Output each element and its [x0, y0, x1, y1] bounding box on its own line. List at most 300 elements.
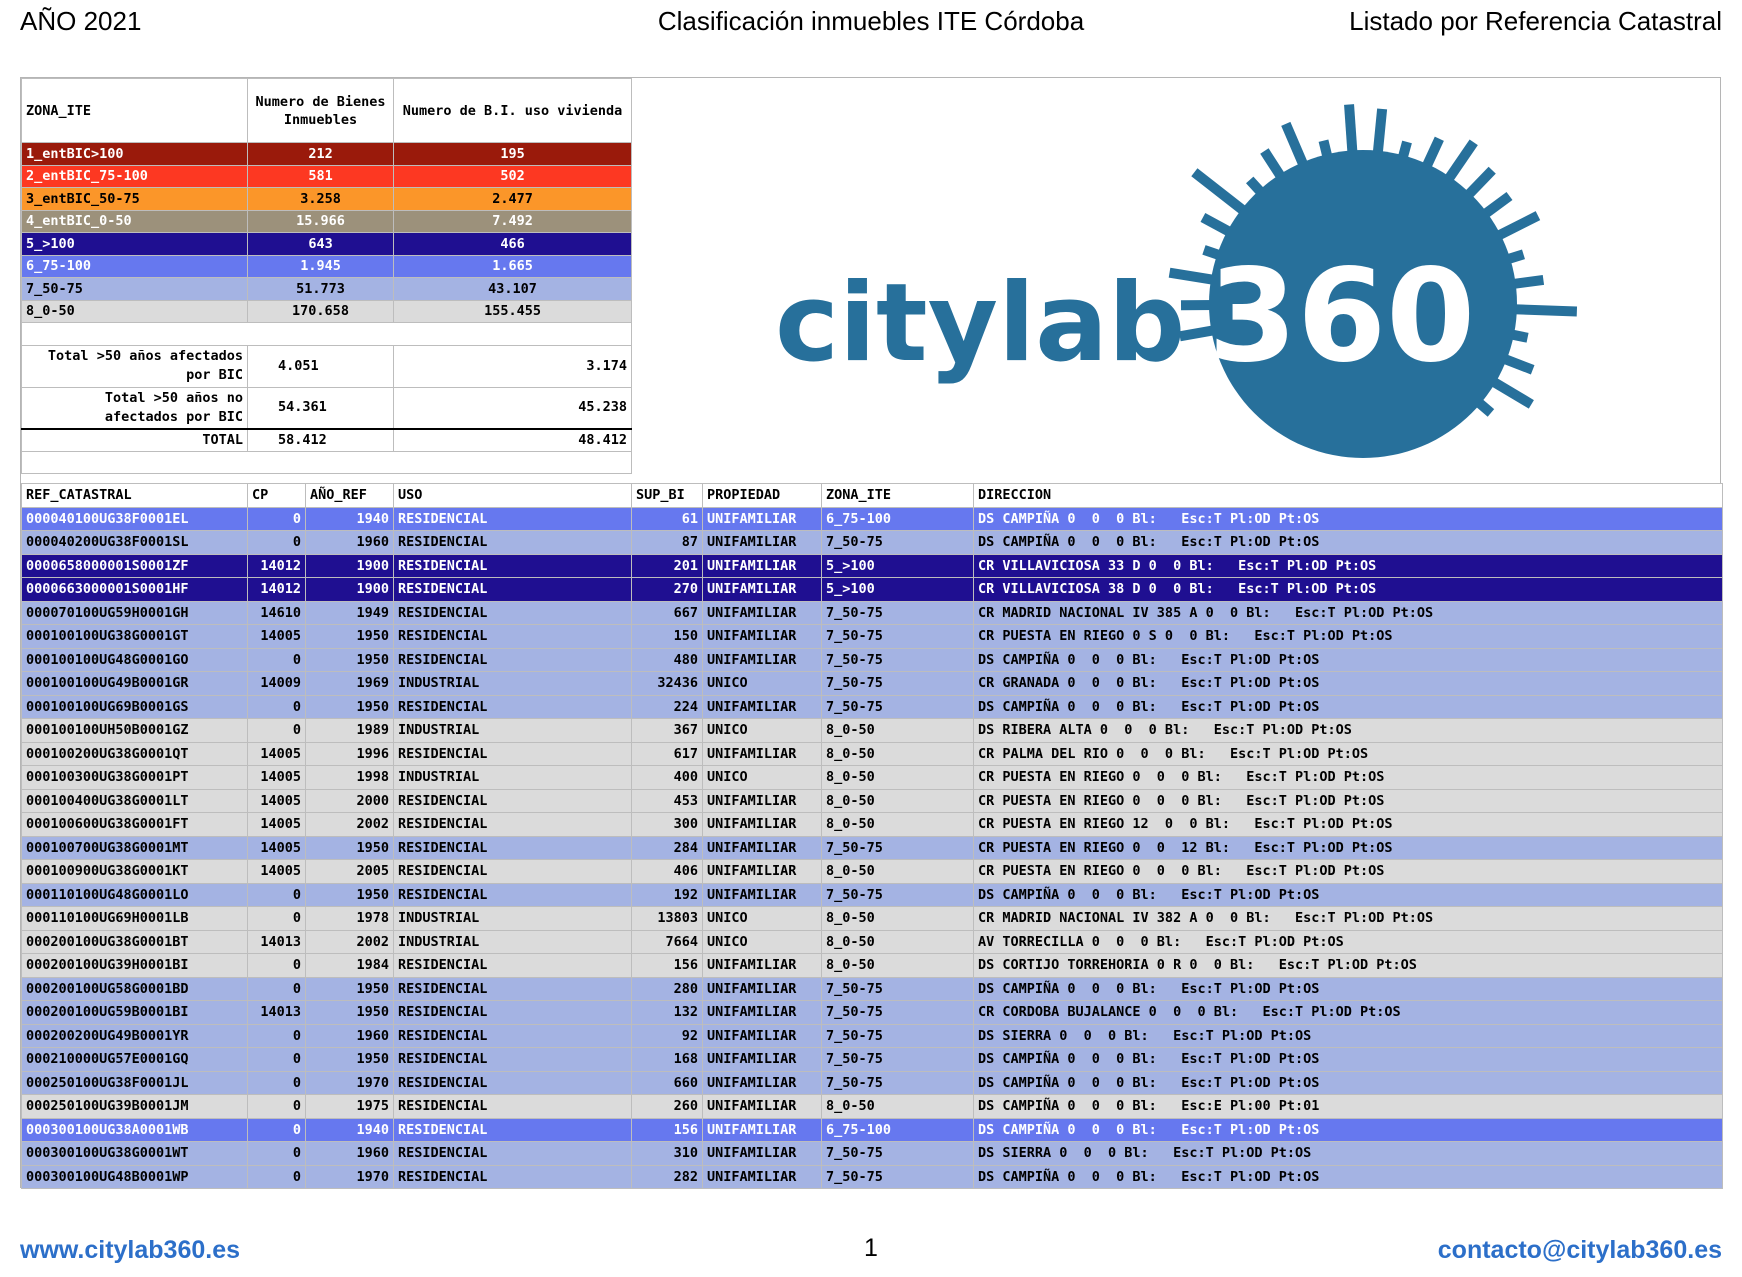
- cell-cp: 14610: [248, 601, 306, 625]
- cell-uso: RESIDENCIAL: [394, 883, 632, 907]
- cell-ref-catastral: 000100100UG48G0001GO: [22, 648, 248, 672]
- cell-zona-ite: 8_0-50: [822, 813, 974, 837]
- cell-uso: RESIDENCIAL: [394, 601, 632, 625]
- cell-propiedad: UNIFAMILIAR: [703, 1024, 822, 1048]
- cell-sup-bi: 660: [632, 1071, 703, 1095]
- cell-ref-catastral: 000300100UG48B0001WP: [22, 1165, 248, 1189]
- cell-direccion: DS CORTIJO TORREHORIA 0 R 0 0 Bl: Esc:T Pl:OD Pt:OS: [974, 954, 1723, 978]
- table-row[interactable]: [22, 766, 1723, 790]
- cell-ref-catastral: 000200100UG58G0001BD: [22, 977, 248, 1001]
- summary-vivienda: 2.477: [394, 188, 632, 211]
- cell-propiedad: UNIFAMILIAR: [703, 813, 822, 837]
- cell-sup-bi: 201: [632, 554, 703, 578]
- cell-zona-ite: 7_50-75: [822, 1142, 974, 1166]
- cell-ano-ref: 1950: [306, 883, 394, 907]
- cell-cp: 0: [248, 977, 306, 1001]
- cell-propiedad: UNICO: [703, 766, 822, 790]
- table-row[interactable]: [22, 977, 1723, 1001]
- cell-direccion: CR PUESTA EN RIEGO 0 0 0 Bl: Esc:T Pl:OD Pt:OS: [974, 789, 1723, 813]
- cell-ano-ref: 2000: [306, 789, 394, 813]
- cell-cp: 0: [248, 1071, 306, 1095]
- table-row[interactable]: [22, 1001, 1723, 1025]
- cell-propiedad: UNICO: [703, 672, 822, 696]
- cell-propiedad: UNIFAMILIAR: [703, 695, 822, 719]
- cell-ano-ref: 2002: [306, 813, 394, 837]
- cell-zona-ite: 7_50-75: [822, 648, 974, 672]
- summary-bienes: 170.658: [248, 300, 394, 323]
- cell-ref-catastral: 000200100UG38G0001BT: [22, 930, 248, 954]
- cell-cp: 14005: [248, 836, 306, 860]
- cell-zona-ite: 7_50-75: [822, 977, 974, 1001]
- cell-cp: 0: [248, 1142, 306, 1166]
- total-bienes: 54.361: [248, 387, 394, 429]
- cell-uso: RESIDENCIAL: [394, 813, 632, 837]
- cell-sup-bi: 156: [632, 1118, 703, 1142]
- cell-uso: RESIDENCIAL: [394, 1118, 632, 1142]
- spacer-cell: [22, 451, 632, 474]
- cell-cp: 14013: [248, 1001, 306, 1025]
- cell-direccion: DS SIERRA 0 0 0 Bl: Esc:T Pl:OD Pt:OS: [974, 1142, 1723, 1166]
- cell-direccion: DS CAMPIÑA 0 0 0 Bl: Esc:T Pl:OD Pt:OS: [974, 531, 1723, 555]
- col-header-zona-ite[interactable]: ZONA_ITE: [822, 484, 974, 508]
- cell-uso: RESIDENCIAL: [394, 1024, 632, 1048]
- summary-total-row: [22, 387, 632, 429]
- cell-cp: 0: [248, 1165, 306, 1189]
- summary-zona: 6_75-100: [22, 255, 248, 278]
- cell-ano-ref: 1960: [306, 1024, 394, 1048]
- cell-zona-ite: 7_50-75: [822, 672, 974, 696]
- cell-ano-ref: 1969: [306, 672, 394, 696]
- cell-propiedad: UNIFAMILIAR: [703, 1118, 822, 1142]
- cell-uso: RESIDENCIAL: [394, 648, 632, 672]
- cell-zona-ite: 7_50-75: [822, 883, 974, 907]
- col-header-cp[interactable]: CP: [248, 484, 306, 508]
- cell-zona-ite: 7_50-75: [822, 625, 974, 649]
- cell-sup-bi: 260: [632, 1095, 703, 1119]
- cell-zona-ite: 7_50-75: [822, 601, 974, 625]
- cell-propiedad: UNIFAMILIAR: [703, 883, 822, 907]
- cell-cp: 0: [248, 648, 306, 672]
- cell-direccion: DS CAMPIÑA 0 0 0 Bl: Esc:T Pl:OD Pt:OS: [974, 883, 1723, 907]
- table-row[interactable]: [22, 554, 1723, 578]
- total-vivienda: 3.174: [394, 345, 632, 387]
- cell-cp: 0: [248, 507, 306, 531]
- cell-ref-catastral: 000100100UG49B0001GR: [22, 672, 248, 696]
- cell-propiedad: UNICO: [703, 907, 822, 931]
- cell-propiedad: UNIFAMILIAR: [703, 648, 822, 672]
- cell-uso: RESIDENCIAL: [394, 578, 632, 602]
- summary-row: [22, 165, 632, 188]
- cell-propiedad: UNIFAMILIAR: [703, 1095, 822, 1119]
- summary-vivienda: 1.665: [394, 255, 632, 278]
- cell-cp: 0: [248, 1095, 306, 1119]
- logo-text-right: 360: [1208, 242, 1476, 391]
- cell-direccion: CR MADRID NACIONAL IV 385 A 0 0 Bl: Esc:T Pl:OD Pt:OS: [974, 601, 1723, 625]
- table-row[interactable]: [22, 1024, 1723, 1048]
- total-label: Total >50 años afectados por BIC: [22, 345, 248, 387]
- table-row[interactable]: [22, 625, 1723, 649]
- cell-direccion: DS CAMPIÑA 0 0 0 Bl: Esc:T Pl:OD Pt:OS: [974, 1048, 1723, 1072]
- page-number: 1: [864, 1234, 878, 1262]
- cell-ano-ref: 1996: [306, 742, 394, 766]
- table-row[interactable]: [22, 789, 1723, 813]
- table-row[interactable]: [22, 907, 1723, 931]
- cell-propiedad: UNIFAMILIAR: [703, 1165, 822, 1189]
- summary-row: [22, 143, 632, 166]
- cell-sup-bi: 617: [632, 742, 703, 766]
- cell-propiedad: UNIFAMILIAR: [703, 954, 822, 978]
- col-header-uso[interactable]: USO: [394, 484, 632, 508]
- table-row[interactable]: [22, 1048, 1723, 1072]
- total-vivienda: 45.238: [394, 387, 632, 429]
- cell-ano-ref: 2002: [306, 930, 394, 954]
- cell-sup-bi: 192: [632, 883, 703, 907]
- cell-uso: RESIDENCIAL: [394, 954, 632, 978]
- cell-ano-ref: 1970: [306, 1071, 394, 1095]
- table-row[interactable]: [22, 719, 1723, 743]
- cell-sup-bi: 453: [632, 789, 703, 813]
- cell-cp: 0: [248, 1118, 306, 1142]
- cell-cp: 0: [248, 1048, 306, 1072]
- cell-direccion: AV TORRECILLA 0 0 0 Bl: Esc:T Pl:OD Pt:OS: [974, 930, 1723, 954]
- cell-ref-catastral: 000100700UG38G0001MT: [22, 836, 248, 860]
- cell-sup-bi: 132: [632, 1001, 703, 1025]
- cell-ano-ref: 1960: [306, 531, 394, 555]
- cell-cp: 0: [248, 695, 306, 719]
- cell-sup-bi: 92: [632, 1024, 703, 1048]
- cell-ano-ref: 1984: [306, 954, 394, 978]
- cell-sup-bi: 284: [632, 836, 703, 860]
- summary-bienes: 581: [248, 165, 394, 188]
- cell-uso: RESIDENCIAL: [394, 742, 632, 766]
- cell-zona-ite: 7_50-75: [822, 1001, 974, 1025]
- cell-ref-catastral: 000200100UG59B0001BI: [22, 1001, 248, 1025]
- summary-vivienda: 466: [394, 233, 632, 256]
- summary-spacer: [22, 323, 632, 346]
- cell-uso: RESIDENCIAL: [394, 789, 632, 813]
- cell-direccion: DS CAMPIÑA 0 0 0 Bl: Esc:T Pl:OD Pt:OS: [974, 1071, 1723, 1095]
- cell-ref-catastral: 0000658000001S0001ZF: [22, 554, 248, 578]
- cell-uso: RESIDENCIAL: [394, 860, 632, 884]
- cell-ano-ref: 1900: [306, 554, 394, 578]
- cell-sup-bi: 406: [632, 860, 703, 884]
- cell-ano-ref: 1950: [306, 625, 394, 649]
- cell-ano-ref: 1950: [306, 977, 394, 1001]
- cell-cp: 14013: [248, 930, 306, 954]
- listing-header-row: [22, 484, 1723, 508]
- cell-sup-bi: 168: [632, 1048, 703, 1072]
- cell-ref-catastral: 000300100UG38G0001WT: [22, 1142, 248, 1166]
- table-row[interactable]: [22, 601, 1723, 625]
- summary-row: [22, 300, 632, 323]
- cell-sup-bi: 310: [632, 1142, 703, 1166]
- table-row[interactable]: [22, 860, 1723, 884]
- table-row[interactable]: [22, 531, 1723, 555]
- cell-zona-ite: 7_50-75: [822, 1048, 974, 1072]
- cell-direccion: DS CAMPIÑA 0 0 0 Bl: Esc:E Pl:00 Pt:01: [974, 1095, 1723, 1119]
- summary-bienes: 3.258: [248, 188, 394, 211]
- spacer-cell: [22, 323, 632, 346]
- summary-row: [22, 278, 632, 301]
- summary-row: [22, 210, 632, 233]
- table-row[interactable]: [22, 742, 1723, 766]
- col-header-propiedad[interactable]: PROPIEDAD: [703, 484, 822, 508]
- cell-propiedad: UNIFAMILIAR: [703, 601, 822, 625]
- cell-ref-catastral: 000100400UG38G0001LT: [22, 789, 248, 813]
- cell-sup-bi: 480: [632, 648, 703, 672]
- cell-ref-catastral: 000200200UG49B0001YR: [22, 1024, 248, 1048]
- cell-uso: RESIDENCIAL: [394, 507, 632, 531]
- table-row[interactable]: [22, 813, 1723, 837]
- summary-row: [22, 255, 632, 278]
- header-year: AÑO 2021: [20, 6, 142, 36]
- table-row[interactable]: [22, 836, 1723, 860]
- table-row[interactable]: [22, 930, 1723, 954]
- cell-ano-ref: 1950: [306, 695, 394, 719]
- cell-direccion: DS CAMPIÑA 0 0 0 Bl: Esc:T Pl:OD Pt:OS: [974, 977, 1723, 1001]
- summary-bienes: 212: [248, 143, 394, 166]
- cell-uso: RESIDENCIAL: [394, 1048, 632, 1072]
- cell-ref-catastral: 000250100UG39B0001JM: [22, 1095, 248, 1119]
- summary-spacer: [22, 451, 632, 474]
- cell-sup-bi: 32436: [632, 672, 703, 696]
- cell-ref-catastral: 000110100UG48G0001LO: [22, 883, 248, 907]
- summary-bienes: 643: [248, 233, 394, 256]
- cell-cp: 0: [248, 954, 306, 978]
- cell-sup-bi: 224: [632, 695, 703, 719]
- cell-uso: RESIDENCIAL: [394, 836, 632, 860]
- cell-ref-catastral: 000100100UH50B0001GZ: [22, 719, 248, 743]
- logo-text-left: citylab: [775, 261, 1186, 386]
- cell-uso: RESIDENCIAL: [394, 1165, 632, 1189]
- cell-uso: INDUSTRIAL: [394, 766, 632, 790]
- table-row[interactable]: [22, 1071, 1723, 1095]
- cell-propiedad: UNIFAMILIAR: [703, 1071, 822, 1095]
- cell-ano-ref: 1970: [306, 1165, 394, 1189]
- cell-sup-bi: 150: [632, 625, 703, 649]
- table-row[interactable]: [22, 695, 1723, 719]
- cell-zona-ite: 8_0-50: [822, 1095, 974, 1119]
- cell-propiedad: UNIFAMILIAR: [703, 1142, 822, 1166]
- table-row[interactable]: [22, 648, 1723, 672]
- cell-ref-catastral: 000100300UG38G0001PT: [22, 766, 248, 790]
- cell-ref-catastral: 000100600UG38G0001FT: [22, 813, 248, 837]
- cell-zona-ite: 8_0-50: [822, 766, 974, 790]
- cell-ano-ref: 1989: [306, 719, 394, 743]
- cell-cp: 14005: [248, 789, 306, 813]
- cell-direccion: CR PUESTA EN RIEGO 0 0 0 Bl: Esc:T Pl:OD Pt:OS: [974, 860, 1723, 884]
- total-bienes: 4.051: [248, 345, 394, 387]
- cell-cp: 0: [248, 1024, 306, 1048]
- summary-col-bienes: Numero de Bienes Inmuebles: [248, 79, 394, 143]
- summary-row: [22, 188, 632, 211]
- cell-sup-bi: 367: [632, 719, 703, 743]
- cell-zona-ite: 7_50-75: [822, 836, 974, 860]
- summary-bienes: 51.773: [248, 278, 394, 301]
- cell-propiedad: UNIFAMILIAR: [703, 507, 822, 531]
- col-header-sup-bi[interactable]: SUP_BI: [632, 484, 703, 508]
- cell-ano-ref: 1940: [306, 507, 394, 531]
- cell-uso: RESIDENCIAL: [394, 625, 632, 649]
- cell-direccion: DS SIERRA 0 0 0 Bl: Esc:T Pl:OD Pt:OS: [974, 1024, 1723, 1048]
- cell-zona-ite: 5_>100: [822, 554, 974, 578]
- cell-uso: RESIDENCIAL: [394, 1095, 632, 1119]
- cell-uso: RESIDENCIAL: [394, 531, 632, 555]
- cell-propiedad: UNICO: [703, 930, 822, 954]
- cell-cp: 14005: [248, 860, 306, 884]
- cell-sup-bi: 300: [632, 813, 703, 837]
- cell-propiedad: UNIFAMILIAR: [703, 578, 822, 602]
- cell-uso: INDUSTRIAL: [394, 672, 632, 696]
- cell-cp: 0: [248, 719, 306, 743]
- catastral-listing-table: [21, 483, 1723, 1189]
- cell-ano-ref: 1950: [306, 1001, 394, 1025]
- cell-propiedad: UNIFAMILIAR: [703, 554, 822, 578]
- summary-row: [22, 233, 632, 256]
- cell-sup-bi: 7664: [632, 930, 703, 954]
- total-vivienda: 48.412: [394, 429, 632, 451]
- total-label: Total >50 años no afectados por BIC: [22, 387, 248, 429]
- summary-vivienda: 155.455: [394, 300, 632, 323]
- summary-vivienda: 7.492: [394, 210, 632, 233]
- summary-col-zona: ZONA_ITE: [22, 79, 248, 143]
- header-title: Clasificación inmuebles ITE Córdoba: [657, 6, 1085, 36]
- cell-zona-ite: 7_50-75: [822, 1024, 974, 1048]
- cell-zona-ite: 8_0-50: [822, 860, 974, 884]
- cell-ano-ref: 1940: [306, 1118, 394, 1142]
- cell-uso: INDUSTRIAL: [394, 907, 632, 931]
- cell-ref-catastral: 000100100UG69B0001GS: [22, 695, 248, 719]
- cell-ano-ref: 2005: [306, 860, 394, 884]
- summary-zona: 4_entBIC_0-50: [22, 210, 248, 233]
- cell-sup-bi: 280: [632, 977, 703, 1001]
- col-header-ref-catastral[interactable]: REF_CATASTRAL: [22, 484, 248, 508]
- cell-uso: RESIDENCIAL: [394, 1071, 632, 1095]
- cell-uso: RESIDENCIAL: [394, 977, 632, 1001]
- cell-direccion: CR VILLAVICIOSA 33 D 0 0 Bl: Esc:T Pl:OD Pt:OS: [974, 554, 1723, 578]
- summary-zona: 7_50-75: [22, 278, 248, 301]
- cell-propiedad: UNIFAMILIAR: [703, 977, 822, 1001]
- cell-ref-catastral: 000100100UG38G0001GT: [22, 625, 248, 649]
- cell-cp: 14005: [248, 766, 306, 790]
- table-row[interactable]: [22, 672, 1723, 696]
- footer-email[interactable]: contacto@citylab360.es: [1437, 1236, 1722, 1264]
- cell-ref-catastral: 000300100UG38A0001WB: [22, 1118, 248, 1142]
- summary-zona: 1_entBIC>100: [22, 143, 248, 166]
- cell-direccion: CR PUESTA EN RIEGO 12 0 0 Bl: Esc:T Pl:OD Pt:OS: [974, 813, 1723, 837]
- cell-zona-ite: 8_0-50: [822, 719, 974, 743]
- cell-zona-ite: 8_0-50: [822, 907, 974, 931]
- cell-sup-bi: 156: [632, 954, 703, 978]
- table-row[interactable]: [22, 507, 1723, 531]
- cell-direccion: CR PUESTA EN RIEGO 0 S 0 0 Bl: Esc:T Pl:OD Pt:OS: [974, 625, 1723, 649]
- cell-zona-ite: 8_0-50: [822, 742, 974, 766]
- summary-zona: 2_entBIC_75-100: [22, 165, 248, 188]
- cell-cp: 0: [248, 531, 306, 555]
- cell-cp: 14012: [248, 554, 306, 578]
- cell-cp: 14012: [248, 578, 306, 602]
- cell-ano-ref: 1960: [306, 1142, 394, 1166]
- cell-direccion: DS RIBERA ALTA 0 0 0 Bl: Esc:T Pl:OD Pt:OS: [974, 719, 1723, 743]
- table-row[interactable]: [22, 578, 1723, 602]
- cell-sup-bi: 13803: [632, 907, 703, 931]
- table-row[interactable]: [22, 954, 1723, 978]
- cell-ano-ref: 1900: [306, 578, 394, 602]
- cell-zona-ite: 7_50-75: [822, 1165, 974, 1189]
- col-header-ano-ref[interactable]: AÑO_REF: [306, 484, 394, 508]
- cell-direccion: DS CAMPIÑA 0 0 0 Bl: Esc:T Pl:OD Pt:OS: [974, 648, 1723, 672]
- cell-propiedad: UNIFAMILIAR: [703, 789, 822, 813]
- cell-propiedad: UNICO: [703, 719, 822, 743]
- cell-direccion: CR PUESTA EN RIEGO 0 0 12 Bl: Esc:T Pl:OD Pt:OS: [974, 836, 1723, 860]
- cell-zona-ite: 8_0-50: [822, 954, 974, 978]
- total-label: TOTAL: [22, 429, 248, 451]
- cell-direccion: CR CORDOBA BUJALANCE 0 0 0 Bl: Esc:T Pl:OD Pt:OS: [974, 1001, 1723, 1025]
- summary-zona: 5_>100: [22, 233, 248, 256]
- cell-cp: 0: [248, 883, 306, 907]
- cell-zona-ite: 7_50-75: [822, 531, 974, 555]
- cell-uso: RESIDENCIAL: [394, 695, 632, 719]
- cell-direccion: DS CAMPIÑA 0 0 0 Bl: Esc:T Pl:OD Pt:OS: [974, 695, 1723, 719]
- cell-ano-ref: 1949: [306, 601, 394, 625]
- cell-ano-ref: 1950: [306, 836, 394, 860]
- summary-header-row: [22, 79, 632, 143]
- cell-zona-ite: 7_50-75: [822, 1071, 974, 1095]
- cell-sup-bi: 282: [632, 1165, 703, 1189]
- cell-ref-catastral: 000070100UG59H0001GH: [22, 601, 248, 625]
- summary-vivienda: 502: [394, 165, 632, 188]
- cell-ano-ref: 1978: [306, 907, 394, 931]
- cell-sup-bi: 667: [632, 601, 703, 625]
- footer-website[interactable]: www.citylab360.es: [20, 1236, 241, 1264]
- summary-zona: 3_entBIC_50-75: [22, 188, 248, 211]
- cell-cp: 0: [248, 907, 306, 931]
- cell-propiedad: UNIFAMILIAR: [703, 1048, 822, 1072]
- table-row[interactable]: [22, 1165, 1723, 1189]
- cell-zona-ite: 7_50-75: [822, 695, 974, 719]
- summary-vivienda: 195: [394, 143, 632, 166]
- cell-ref-catastral: 000210000UG57E0001GQ: [22, 1048, 248, 1072]
- cell-direccion: CR GRANADA 0 0 0 Bl: Esc:T Pl:OD Pt:OS: [974, 672, 1723, 696]
- summary-table: [21, 78, 632, 474]
- cell-uso: INDUSTRIAL: [394, 719, 632, 743]
- table-row[interactable]: [22, 883, 1723, 907]
- cell-ref-catastral: 000110100UG69H0001LB: [22, 907, 248, 931]
- cell-sup-bi: 270: [632, 578, 703, 602]
- cell-ref-catastral: 000100900UG38G0001KT: [22, 860, 248, 884]
- total-bienes: 58.412: [248, 429, 394, 451]
- summary-bienes: 1.945: [248, 255, 394, 278]
- summary-vivienda: 43.107: [394, 278, 632, 301]
- cell-direccion: CR MADRID NACIONAL IV 382 A 0 0 Bl: Esc:T Pl:OD Pt:OS: [974, 907, 1723, 931]
- cell-direccion: CR PUESTA EN RIEGO 0 0 0 Bl: Esc:T Pl:OD Pt:OS: [974, 766, 1723, 790]
- cell-propiedad: UNIFAMILIAR: [703, 836, 822, 860]
- cell-ref-catastral: 000100200UG38G0001QT: [22, 742, 248, 766]
- cell-cp: 14005: [248, 742, 306, 766]
- summary-zona: 8_0-50: [22, 300, 248, 323]
- table-row[interactable]: [22, 1118, 1723, 1142]
- table-row[interactable]: [22, 1142, 1723, 1166]
- cell-uso: RESIDENCIAL: [394, 554, 632, 578]
- summary-bienes: 15.966: [248, 210, 394, 233]
- cell-sup-bi: 87: [632, 531, 703, 555]
- table-row[interactable]: [22, 1095, 1723, 1119]
- col-header-direccion[interactable]: DIRECCION: [974, 484, 1723, 508]
- spreadsheet-sheet: [20, 77, 1721, 1188]
- cell-cp: 14005: [248, 625, 306, 649]
- cell-zona-ite: 6_75-100: [822, 507, 974, 531]
- cell-cp: 14005: [248, 813, 306, 837]
